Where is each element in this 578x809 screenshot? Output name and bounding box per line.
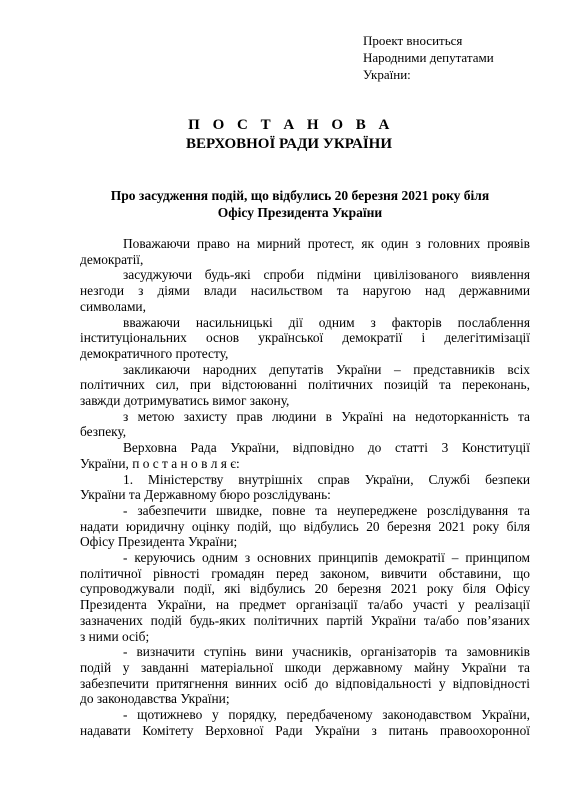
paragraph-7 [80,472,530,503]
paragraph-5 [80,409,530,440]
paragraph-1 [80,236,530,267]
body-line: до законодавства України; [80,691,230,707]
body-line: демократії, [80,251,144,267]
submitter-line: Проект вноситься [363,33,463,48]
document-title [0,116,578,154]
body-line: Поважаючи право на мирний протест, як один з головних проявів [123,236,530,251]
body-line: супроводжували події, які відбулись 20 березня 2021 року біля Офісу [80,581,530,597]
body-line: засуджуючи будь-які спроби підміни цивілізованого виявлення [123,267,530,283]
body-line: політичної рівності громадян перед законом, вивчити обставини, що [80,565,530,581]
body-line: - забезпечити швидке, повне та неупереджене розслідування та [123,502,530,518]
paragraph-4 [80,362,530,409]
body-line: політичних сил, при відстоюванні політичних позицій та переконань, [80,377,530,393]
body-line: Офісу Президента України; [80,534,238,550]
body-line: закликаючи народних депутатів України – представників всіх [123,361,530,377]
body-line: - щотижнево у порядку, передбаченому законодавством України, [123,707,530,723]
submitter-line: Народними депутатами [363,50,494,65]
body-line: вважаючи насильницькі дії одним з факторів послаблення [123,314,530,330]
paragraph-2 [80,267,530,314]
body-line: з ними осіб; [80,628,150,644]
submitter-line: України: [363,67,411,82]
body-line: України, п о с т а н о в л я є: [80,455,240,471]
body-line: зазначених подій будь-яких політичних партій України та/або пов’язаних [80,612,530,628]
document-body [80,236,530,739]
body-line: незгоди з діями влади насильством та наругою над державними [80,283,530,299]
document-subject [60,187,540,221]
body-line: надавати Комітету Верховної Ради України з питань правоохоронної [80,722,530,738]
body-line: забезпечити притягнення винних осіб до відповідальності у відповідності [80,675,530,691]
paragraph-11 [80,707,530,738]
body-line: інституціональних основ української демократії і делегітимізації [80,330,530,346]
body-line: символами, [80,298,146,314]
body-line: надати юридичну оцінку подій, що відбулись 20 березня 2021 року біля [80,518,530,534]
body-line: - визначити ступінь вини учасників, організаторів та замовників [123,644,530,660]
body-line: з метою захисту прав людини в Україні на недоторканність та [123,408,530,424]
paragraph-8 [80,503,530,550]
title-resolution: П О С Т А Н О В А [188,117,394,133]
body-line: Президента України, на предмет організації та/або участі у реалізації [80,597,530,613]
paragraph-6 [80,440,530,471]
body-line: завжди дотримуватись вимог закону, [80,393,290,409]
body-line: Верховна Рада України, відповідно до статті 3 Конституції [123,440,530,456]
body-line: України та Державному бюро розслідувань: [80,487,331,503]
paragraph-10 [80,644,530,707]
body-line: безпеку, [80,424,127,440]
paragraph-9 [80,550,530,644]
subject-line: Офісу Президента України [217,205,383,220]
title-parliament: ВЕРХОВНОЇ РАДИ УКРАЇНИ [186,136,392,152]
body-line: - керуючись одним з основних принципів демократії – принципом [123,550,530,566]
submitter-note [363,32,494,83]
body-line: 1. Міністерству внутрішніх справ України, Службі безпеки [123,471,530,487]
paragraph-3 [80,315,530,362]
body-line: демократичного протесту, [80,345,229,361]
subject-line: Про засудження подій, що відбулись 20 березня 2021 року біля [110,188,490,203]
body-line: подій у завданні матеріальної шкоди державному майну України та [80,659,530,675]
